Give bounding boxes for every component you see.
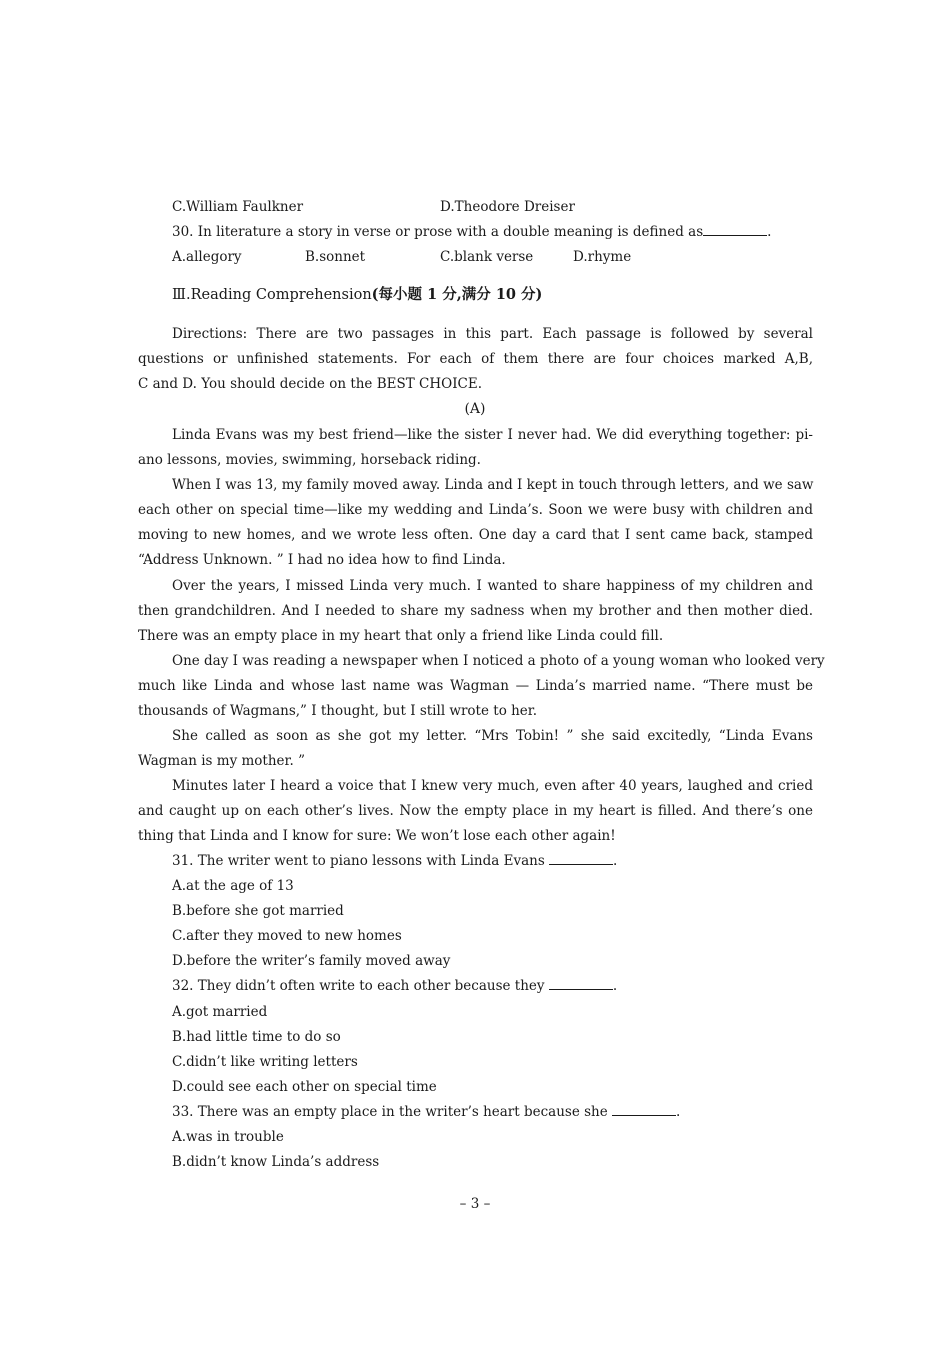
q30-option-b: B.sonnet [305,249,366,265]
passage-p1-line-1: Linda Evans was my best friend—like the sister I never had. We did everything together: pi- [172,427,813,443]
q33-option-a: A.was in trouble [172,1129,284,1145]
q31-option-a: A.at the age of 13 [172,878,294,894]
section-title: Ⅲ.Reading Comprehension [172,287,372,303]
q33-stem [172,1103,680,1121]
q30-stem-text: 30. In literature a story in verse or prose with a double meaning is defined as [172,224,704,240]
q32-option-d: D.could see each other on special time [172,1079,437,1095]
q33-option-b: B.didn’t know Linda’s address [172,1154,380,1170]
q32-stem [172,977,617,995]
section-heading [172,286,542,304]
q32-end: . [612,978,618,994]
directions-line-2: questions or unfinished statements. For each of them there are four choices marked A,B, [138,351,813,367]
q30-end: . [767,224,772,240]
passage-p6-line-3: thing that Linda and I know for sure: We won’t lose each other again! [138,828,616,844]
q32-option-c: C.didn’t like writing letters [172,1054,358,1070]
q30-option-c: C.blank verse [440,249,534,265]
passage-p6-line-2: and caught up on each other’s lives. Now the empty place in my heart is filled. And there’s one [138,803,813,819]
answer-blank [612,1103,676,1116]
passage-p4-line-1: One day I was reading a newspaper when I noticed a photo of a young woman who looked very [172,653,825,669]
q31-option-d: D.before the writer’s family moved away [172,953,451,969]
passage-p2-line-2: each other on special time—like my wedding and Linda’s. Soon we were busy with children and [138,502,813,518]
q32-stem-text: 32. They didn’t often write to each other because they [172,978,545,994]
passage-p4-line-3: thousands of Wagmans,” I thought, but I still wrote to her. [138,703,538,719]
q30-option-a: A.allegory [172,249,242,265]
q33-stem-text: 33. There was an empty place in the writer’s heart because she [172,1104,608,1120]
passage-p3-line-1: Over the years, I missed Linda very much. I wanted to share happiness of my children and [172,578,813,594]
passage-p2-line-3: moving to new homes, and we wrote less often. One day a card that I sent came back, stamped [138,527,813,543]
q30-stem [172,223,771,241]
answer-blank [549,977,613,990]
passage-p2-line-4: “Address Unknown. ” I had no idea how to find Linda. [138,552,506,568]
q31-end: . [613,853,618,869]
passage-p5-line-2: Wagman is my mother. ” [138,753,305,769]
q31-option-c: C.after they moved to new homes [172,928,402,944]
q32-option-b: B.had little time to do so [172,1029,341,1045]
section-scoring: (每小题 1 分,满分 10 分) [371,286,543,303]
passage-p5-line-1: She called as soon as she got my letter. “Mrs Tobin! ” she said excitedly, “Linda Evans [172,728,813,744]
q33-end: . [676,1104,681,1120]
passage-p6-line-1: Minutes later I heard a voice that I knew very much, even after 40 years, laughed and cried [172,778,813,794]
passage-p3-line-2: then grandchildren. And I needed to share my sadness when my brother and then mother died. [138,603,813,619]
passage-p1-line-2: ano lessons, movies, swimming, horseback riding. [138,452,481,468]
directions-line-1: Directions: There are two passages in this part. Each passage is followed by several [172,326,813,342]
q31-stem [172,852,617,870]
q29-option-d: D.Theodore Dreiser [440,199,575,215]
q31-stem-text: 31. The writer went to piano lessons with Linda Evans [172,853,545,869]
directions-line-3: C and D. You should decide on the BEST CHOICE. [138,376,483,392]
answer-blank [549,852,613,865]
q29-option-c: C.William Faulkner [172,199,304,215]
passage-p2-line-1: When I was 13, my family moved away. Linda and I kept in touch through letters, and we saw [172,477,814,493]
passage-p4-line-2: much like Linda and whose last name was Wagman — Linda’s married name. “There must be [138,678,813,694]
q31-option-b: B.before she got married [172,903,344,919]
page-number: – 3 – [459,1196,491,1212]
answer-blank [703,223,767,236]
passage-p3-line-3: There was an empty place in my heart that only a friend like Linda could fill. [138,628,664,644]
q32-option-a: A.got married [172,1004,268,1020]
q30-option-d: D.rhyme [573,249,632,265]
passage-label: (A) [464,401,486,417]
